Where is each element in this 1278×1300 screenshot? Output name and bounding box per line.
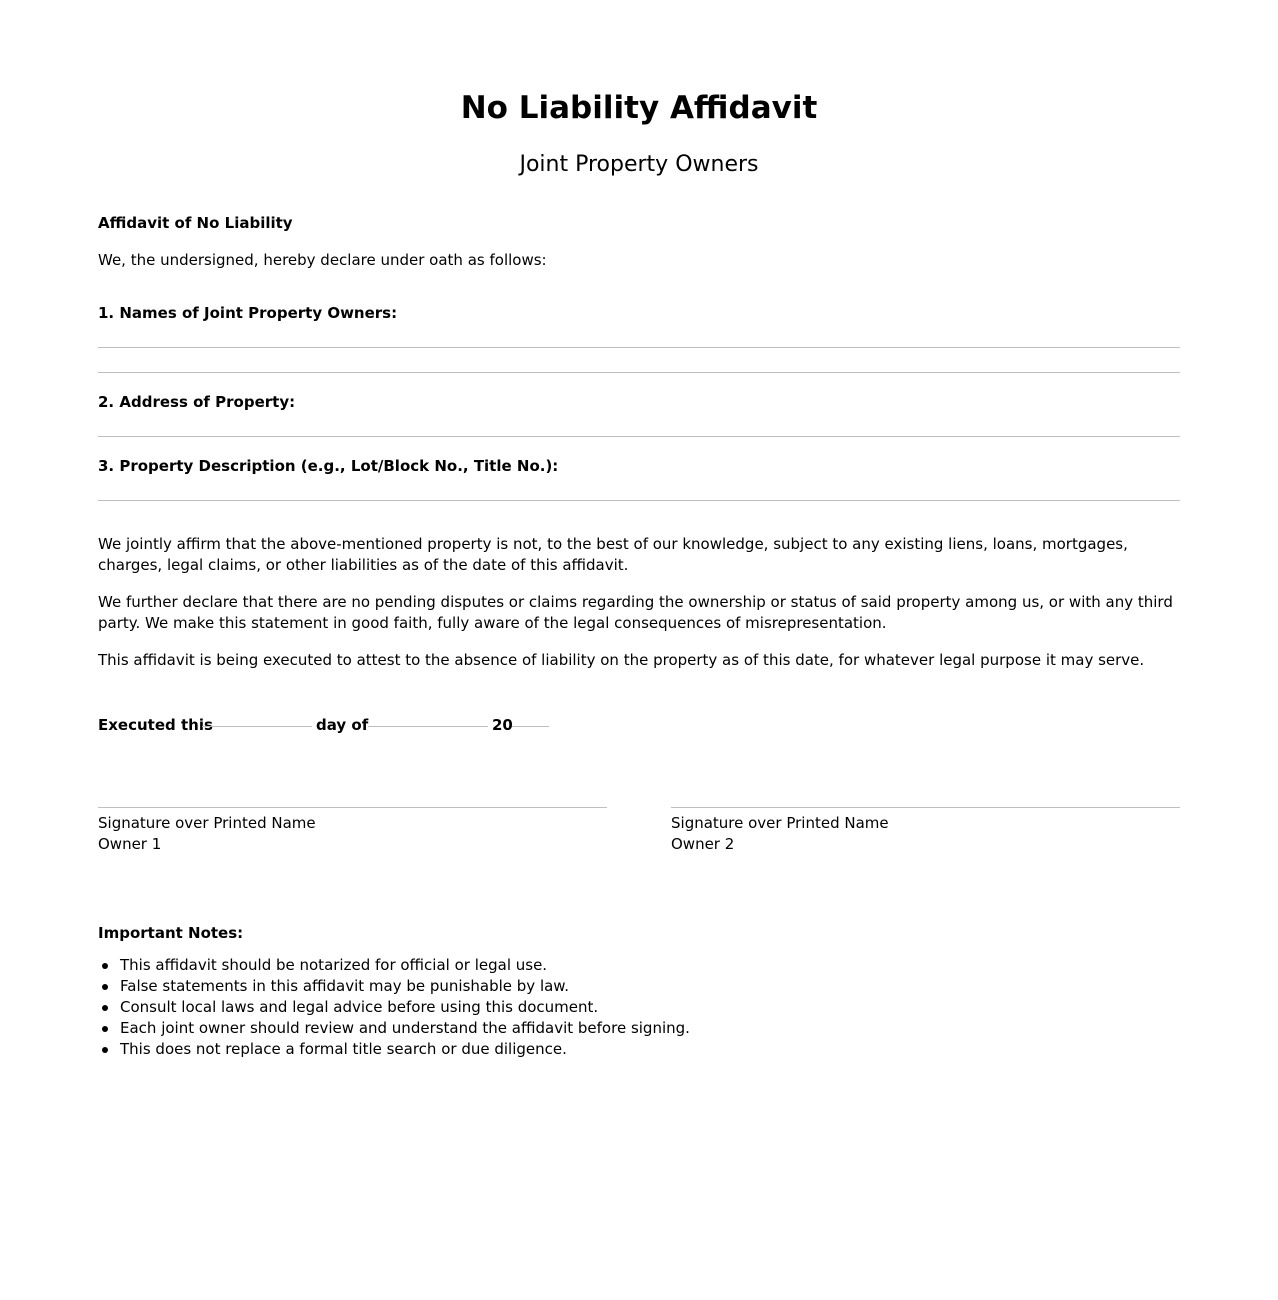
note-text: This does not replace a formal title search or due diligence. [120,1040,567,1058]
owners-names-label: 1. Names of Joint Property Owners: [98,304,398,322]
execution-month-blank[interactable] [368,726,488,727]
purpose-paragraph: This affidavit is being executed to attest to the absence of liability on the property as of this date, for whatever legal purpose it may serve. [98,651,1145,669]
executed-this-label: Executed this [98,716,213,734]
owner-1-signature-line[interactable] [98,807,607,808]
affirmation-paragraph: We jointly affirm that the above-mentioned property is not, to the best of our knowledge, subject to any existing liens, loans, mortgages, charges, legal claims, or other liabilities as of the date of this affidavit. [98,535,1128,574]
owner-1-signature-caption: Signature over Printed Name [98,814,316,832]
owners-names-line-2[interactable] [98,372,1180,373]
section-heading: Affidavit of No Liability [98,214,293,232]
bullet-icon [102,984,108,990]
note-item [98,1039,690,1060]
execution-year-blank[interactable] [512,726,549,727]
property-description-line[interactable] [98,500,1180,501]
declaration-paragraph: We further declare that there are no pending disputes or claims regarding the ownership or status of said property among us, or with any third party. We make this statement in good faith, fully aware of the legal consequences of misrepresentation. [98,593,1173,632]
document-title: No Liability Affidavit [460,90,818,126]
notes-heading: Important Notes: [98,924,244,942]
property-address-line[interactable] [98,436,1180,437]
execution-day-blank[interactable] [202,726,312,727]
note-item [98,997,690,1018]
property-address-label: 2. Address of Property: [98,393,296,411]
owner-2-signature-caption: Signature over Printed Name [671,814,889,832]
owners-names-line-1[interactable] [98,347,1180,348]
note-text: Each joint owner should review and understand the affidavit before signing. [120,1019,690,1037]
year-prefix-label: 20 [492,716,513,734]
bullet-icon [102,1005,108,1011]
intro-text: We, the undersigned, hereby declare under oath as follows: [98,251,547,269]
document-subtitle: Joint Property Owners [519,152,759,177]
bullet-icon [102,1026,108,1032]
note-text: Consult local laws and legal advice before using this document. [120,998,599,1016]
owner-1-label: Owner 1 [98,835,162,853]
owner-2-signature-line[interactable] [671,807,1180,808]
notes-list [98,955,690,1060]
note-text: False statements in this affidavit may be punishable by law. [120,977,569,995]
note-item [98,1018,690,1039]
property-description-label: 3. Property Description (e.g., Lot/Block No., Title No.): [98,457,559,475]
owner-2-label: Owner 2 [671,835,735,853]
note-text: This affidavit should be notarized for official or legal use. [120,956,548,974]
note-item [98,955,690,976]
bullet-icon [102,963,108,969]
bullet-icon [102,1047,108,1053]
day-of-label: day of [316,716,369,734]
note-item [98,976,690,997]
